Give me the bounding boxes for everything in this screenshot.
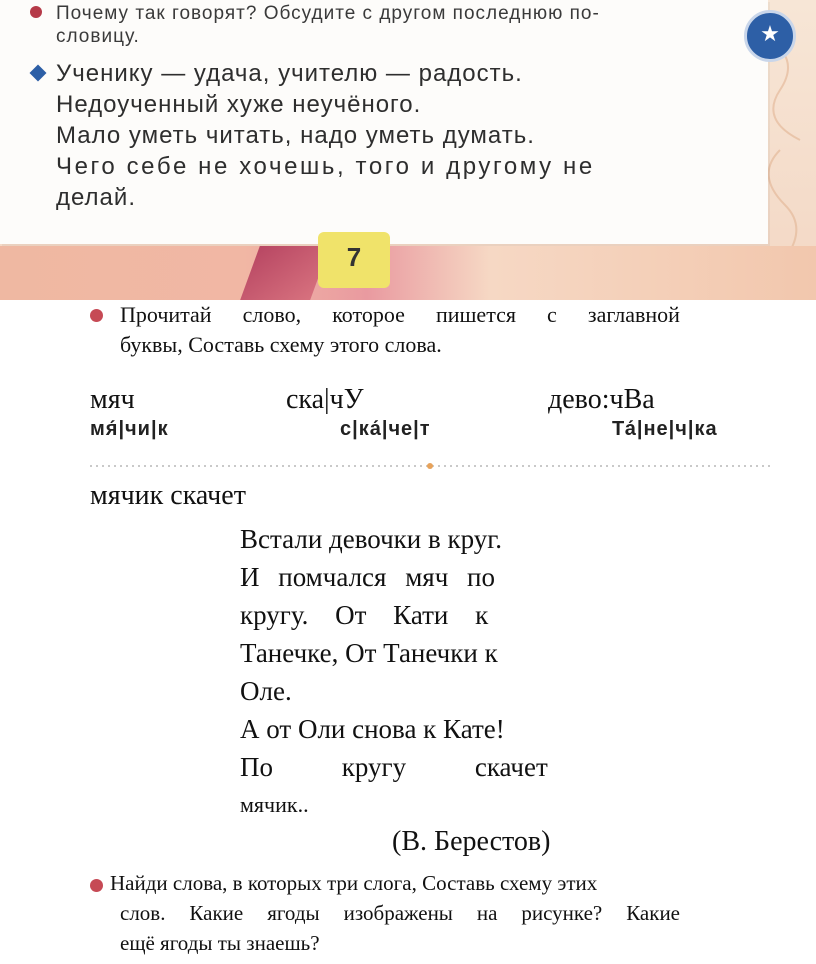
bullet-icon [30, 6, 42, 18]
word-1: мяч [90, 384, 135, 415]
syllable-scheme-1: мя́|чи|к [90, 418, 169, 440]
poem-line: И помчался мяч по [240, 562, 495, 592]
proverbs [56, 58, 726, 213]
task-2-line: Найди слова, в которых три слога, Составь схему этих [110, 871, 598, 895]
task-1-line: Прочитай слово, которое пишется с заглавной [120, 302, 680, 327]
textbook-scan [0, 0, 816, 300]
proverb-line: Мало уметь читать, надо уметь думать. [56, 122, 535, 149]
word-2: ска|чУ [286, 384, 364, 415]
poem-line: мячик.. [240, 792, 309, 817]
syllable-scheme-2: с|ка́|че|т [340, 418, 431, 440]
task-bullet-icon [90, 309, 103, 322]
phrase: мячик скачет [90, 480, 246, 511]
task-2-line: слов. Какие ягоды изображены на рисунке? Какие [120, 901, 680, 925]
poem-line: По кругу скачет [240, 752, 548, 782]
page-number: 7 [318, 232, 390, 288]
word-3: дево:чВа [548, 384, 655, 415]
poem-author: (В. Берестов) [392, 826, 551, 857]
question-line: словицу. [56, 26, 140, 47]
proverb-line: Недоученный хуже неучёного. [56, 91, 422, 118]
proverb-line: Чего себе не хочешь, того и другому не [56, 153, 595, 180]
question-line: Почему так говорят? Обсудите с другом последнюю по- [56, 3, 600, 24]
decorative-strip [0, 246, 816, 300]
poem-line: Оле. [240, 676, 292, 706]
poem-line: Встали девочки в круг. [240, 524, 503, 554]
syllable-scheme-3: Та́|не|ч|ка [612, 418, 718, 440]
task-1 [120, 300, 680, 360]
poem [240, 520, 548, 824]
task-2 [110, 868, 680, 958]
task-1-line: буквы, Составь схему этого слова. [120, 332, 442, 357]
poem-line: А от Оли снова к Кате! [240, 714, 505, 744]
discussion-question [56, 2, 736, 48]
poem-line: Танечке, От Танечки к [240, 638, 498, 668]
task-bullet-icon [90, 879, 103, 892]
task-2-line: ещё ягоды ты знаешь? [120, 931, 320, 955]
proverb-line: делай. [56, 184, 136, 211]
proverb-line: Ученику — удача, учителю — радость. [56, 60, 523, 87]
star-badge-icon: ★ [744, 10, 796, 62]
poem-line: кругу. От Кати к [240, 600, 489, 630]
dotted-divider [90, 462, 770, 470]
